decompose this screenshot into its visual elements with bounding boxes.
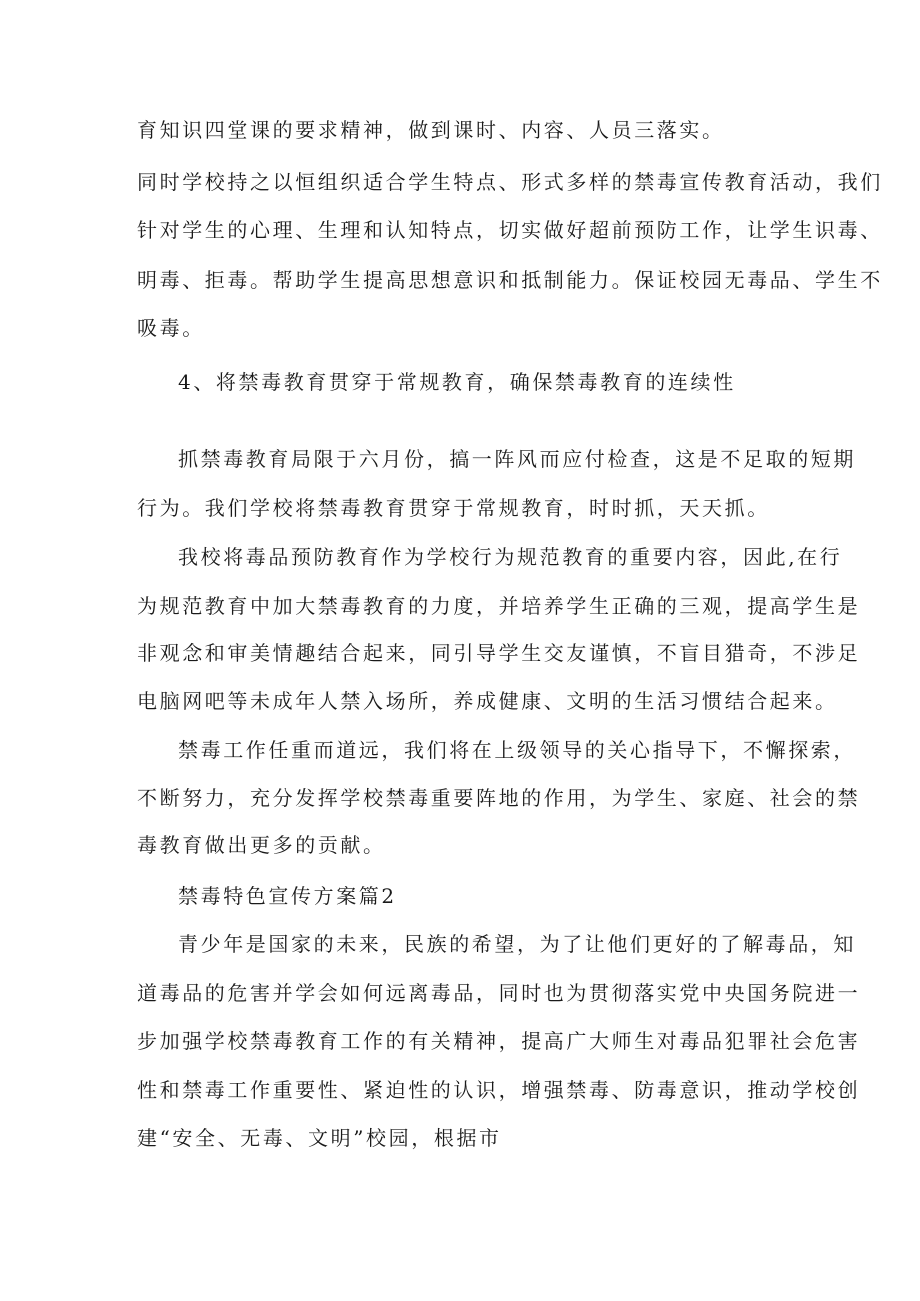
text-line: 步加强学校禁毒教育工作的有关精神，提高广大师生对毒品犯罪社会危害 <box>137 1029 861 1053</box>
text-line: 我校将毒品预防教育作为学校行为规范教育的重要内容，因此,在行 <box>178 545 843 569</box>
text-line: 育知识四堂课的要求精神，做到课时、内容、人员三落实。 <box>137 118 725 142</box>
text-line: 毒教育做出更多的贡献。 <box>137 833 386 857</box>
text-line: 为规范教育中加大禁毒教育的力度，并培养学生正确的三观，提高学生是 <box>137 594 861 618</box>
text-line: 电脑网吧等未成年人禁入场所，养成健康、文明的生活习惯结合起来。 <box>137 689 838 713</box>
section-heading: 4、将禁毒教育贯穿于常规教育，确保禁毒教育的连续性 <box>178 370 736 394</box>
text-line: 性和禁毒工作重要性、紧迫性的认识，增强禁毒、防毒意识，推动学校创 <box>137 1078 861 1102</box>
text-line: 明毒、拒毒。帮助学生提高思想意识和抵制能力。保证校园无毒品、学生不 <box>137 268 883 292</box>
text-line: 不断努力，充分发挥学校禁毒重要阵地的作用，为学生、家庭、社会的禁 <box>137 786 861 810</box>
text-line: 青少年是国家的未来，民族的希望，为了让他们更好的了解毒品，知 <box>178 932 856 956</box>
text-line: 同时学校持之以恒组织适合学生特点、形式多样的禁毒宣传教育活动，我们 <box>137 170 883 194</box>
text-line: 道毒品的危害并学会如何远离毒品，同时也为贯彻落实党中央国务院进一 <box>137 981 861 1005</box>
section-title: 禁毒特色宣传方案篇2 <box>178 884 397 908</box>
text-line: 行为。我们学校将禁毒教育贯穿于常规教育，时时抓，天天抓。 <box>137 496 770 520</box>
text-line: 建“安全、无毒、文明”校园，根据市 <box>137 1126 502 1150</box>
text-line: 针对学生的心理、生理和认知特点，切实做好超前预防工作，让学生识毒、 <box>137 218 883 242</box>
text-line: 抓禁毒教育局限于六月份，搞一阵风而应付检查，这是不足取的短期 <box>178 447 856 471</box>
text-line: 吸毒。 <box>137 316 205 340</box>
text-line: 非观念和审美情趣结合起来，同引导学生交友谨慎，不盲目猎奇，不涉足 <box>137 641 861 665</box>
text-line: 禁毒工作任重而道远，我们将在上级领导的关心指导下，不懈探索， <box>178 738 856 762</box>
